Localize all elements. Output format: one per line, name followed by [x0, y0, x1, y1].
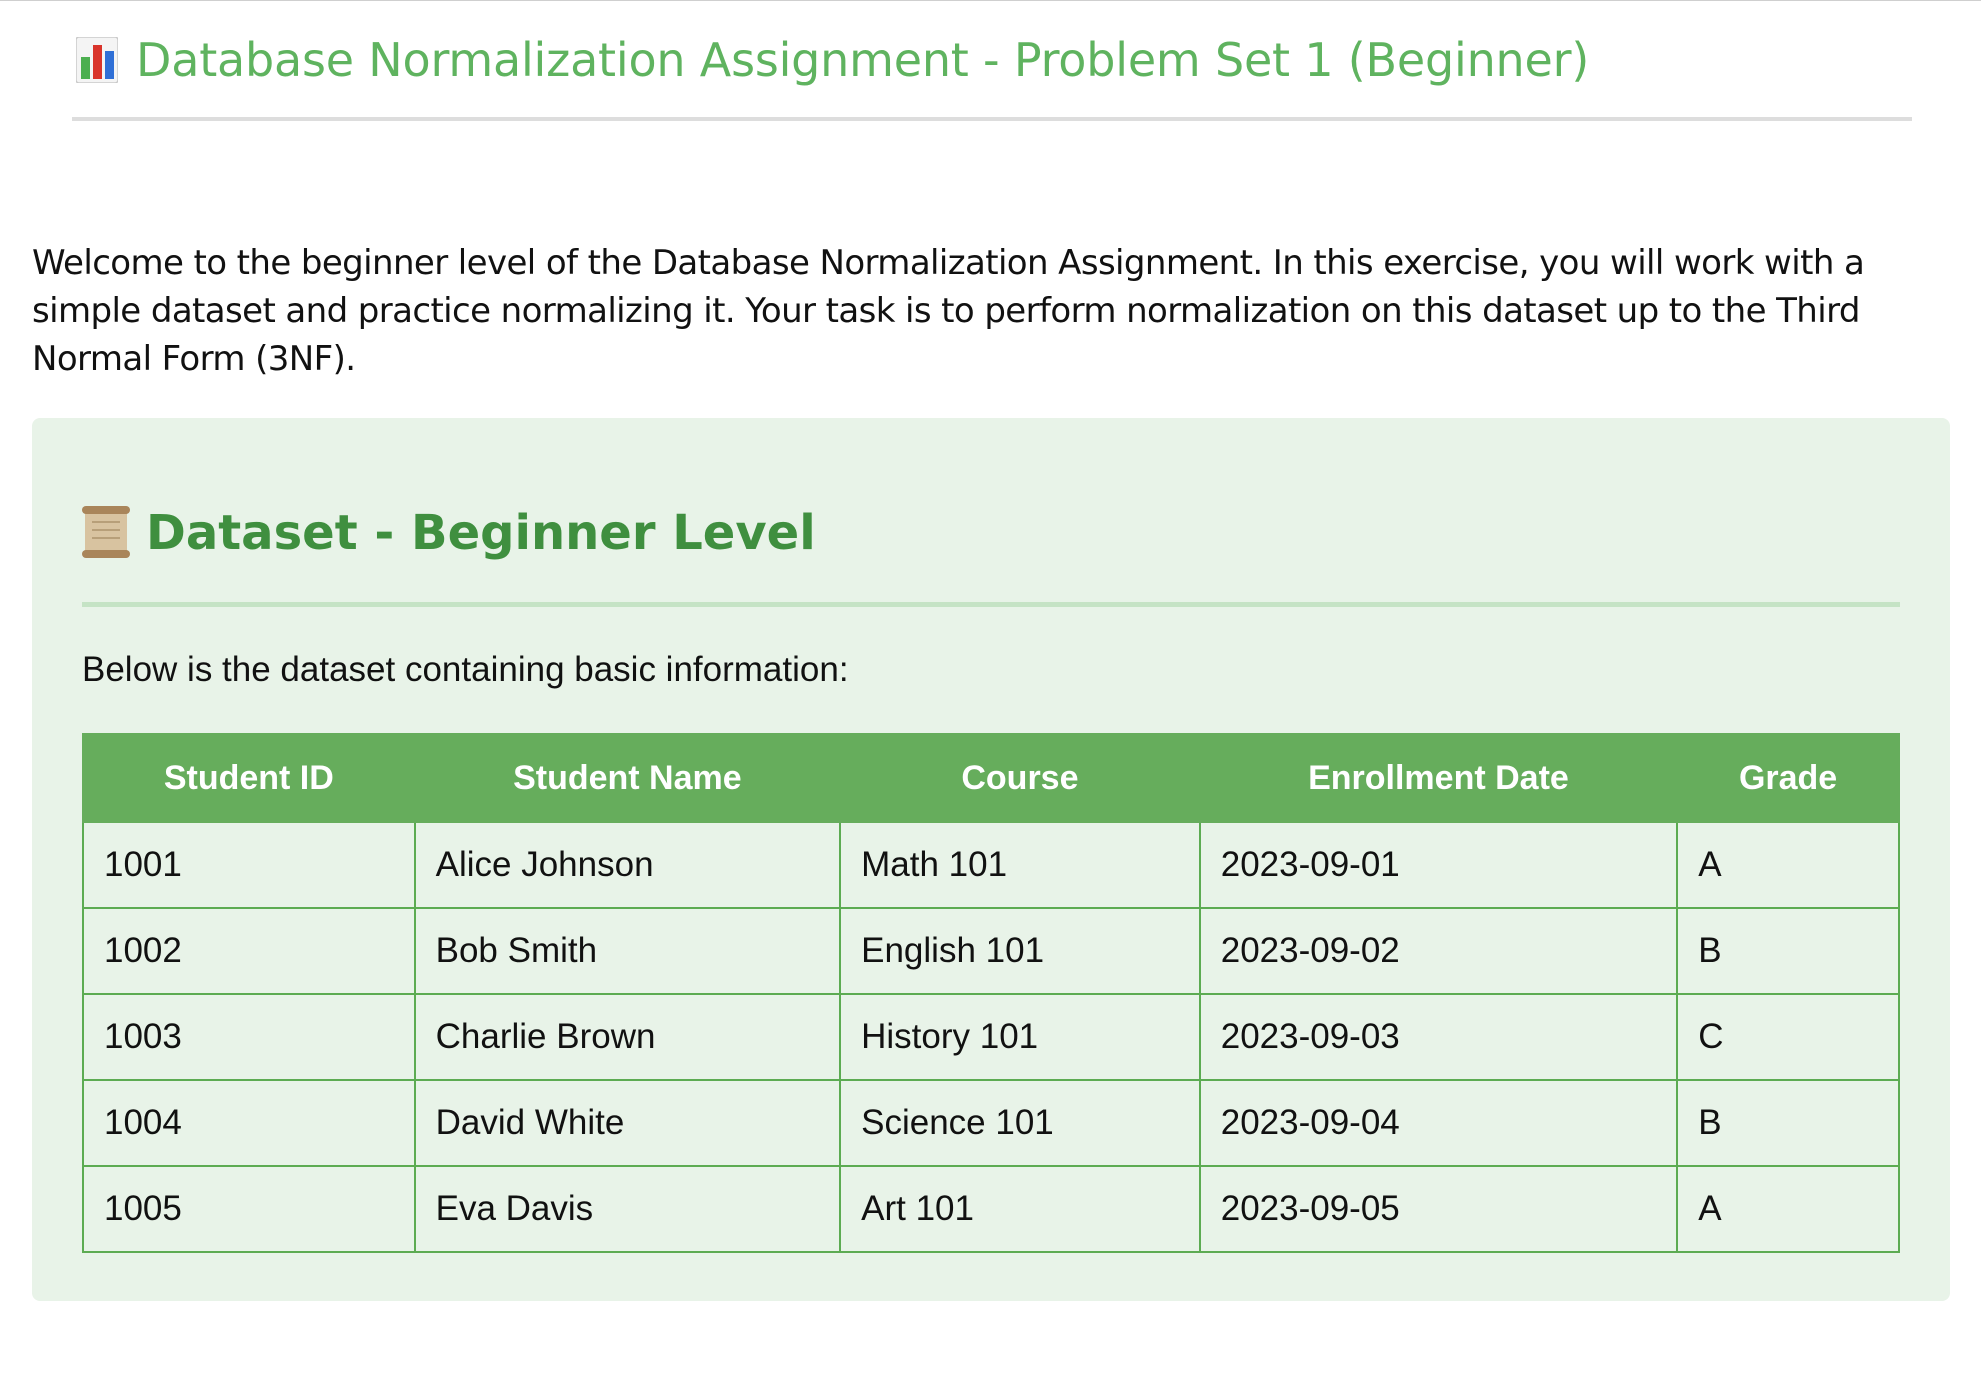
cell-course: Science 101 — [840, 1080, 1200, 1166]
cell-enrollment-date: 2023-09-03 — [1200, 994, 1677, 1080]
cell-enrollment-date: 2023-09-04 — [1200, 1080, 1677, 1166]
cell-grade: B — [1677, 1080, 1899, 1166]
table-row — [83, 1166, 1899, 1252]
cell-enrollment-date: 2023-09-02 — [1200, 908, 1677, 994]
table-row — [83, 1080, 1899, 1166]
column-header-student-id: Student ID — [83, 734, 415, 822]
page-header — [72, 31, 1912, 121]
cell-student-name: Eva Davis — [415, 1166, 841, 1252]
dataset-table — [82, 733, 1900, 1253]
cell-student-name: Bob Smith — [415, 908, 841, 994]
table-row — [83, 908, 1899, 994]
page-title: Database Normalization Assignment - Problem Set 1 (Beginner) — [136, 33, 1590, 87]
cell-course: Math 101 — [840, 822, 1200, 908]
cell-enrollment-date: 2023-09-05 — [1200, 1166, 1677, 1252]
cell-grade: A — [1677, 822, 1899, 908]
table-row — [83, 994, 1899, 1080]
cell-enrollment-date: 2023-09-01 — [1200, 822, 1677, 908]
cell-student-name: Charlie Brown — [415, 994, 841, 1080]
section-title: Dataset - Beginner Level — [146, 505, 816, 561]
cell-student-name: David White — [415, 1080, 841, 1166]
cell-course: English 101 — [840, 908, 1200, 994]
column-header-student-name: Student Name — [415, 734, 841, 822]
cell-student-id: 1001 — [83, 822, 415, 908]
intro-paragraph: Welcome to the beginner level of the Database Normalization Assignment. In this exercise, you will work with a simple dataset and practice normalizing it. Your task is to perform normalization on this dataset up to the Third Normal Form (3NF). — [32, 243, 1865, 379]
table-row — [83, 822, 1899, 908]
scroll-icon — [82, 506, 130, 558]
column-header-course: Course — [840, 734, 1200, 822]
column-header-enrollment-date: Enrollment Date — [1200, 734, 1677, 822]
column-header-grade: Grade — [1677, 734, 1899, 822]
section-description: Below is the dataset containing basic information: — [82, 650, 849, 689]
cell-course: Art 101 — [840, 1166, 1200, 1252]
bar-chart-icon — [76, 37, 118, 83]
cell-grade: B — [1677, 908, 1899, 994]
cell-grade: C — [1677, 994, 1899, 1080]
cell-student-name: Alice Johnson — [415, 822, 841, 908]
cell-student-id: 1003 — [83, 994, 415, 1080]
dataset-section-header — [82, 494, 1900, 607]
cell-grade: A — [1677, 1166, 1899, 1252]
cell-course: History 101 — [840, 994, 1200, 1080]
cell-student-id: 1004 — [83, 1080, 415, 1166]
table-header-row — [83, 734, 1899, 822]
cell-student-id: 1002 — [83, 908, 415, 994]
dataset-panel — [32, 418, 1950, 1301]
cell-student-id: 1005 — [83, 1166, 415, 1252]
